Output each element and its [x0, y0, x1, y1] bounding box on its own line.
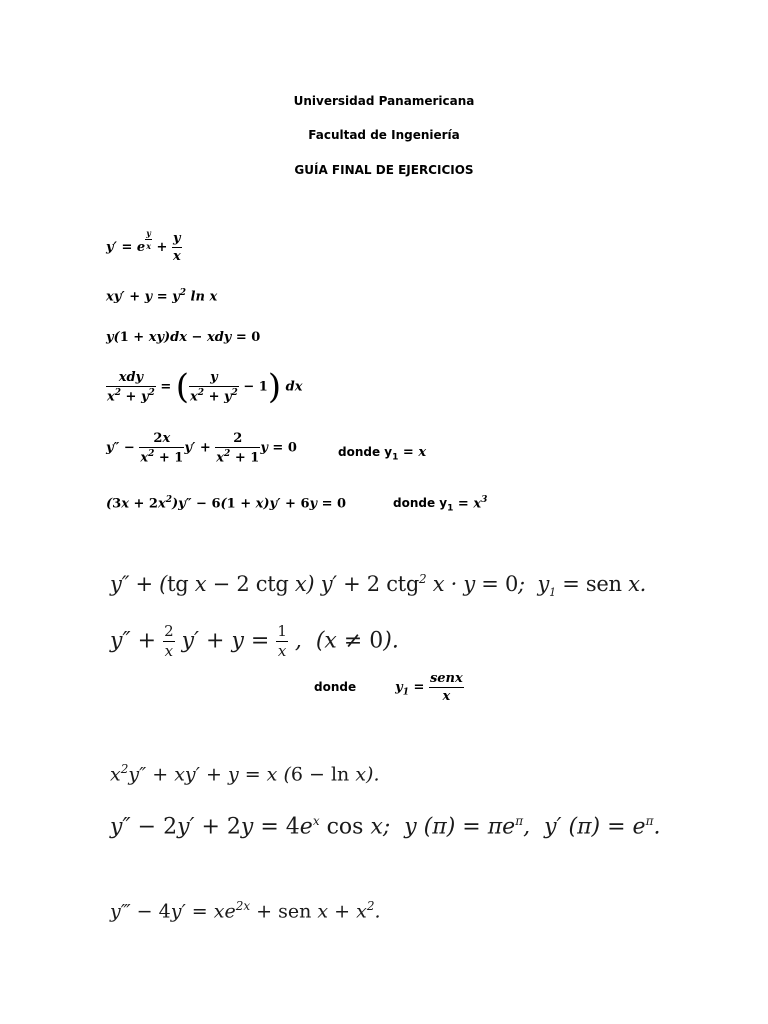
donde-label: donde	[314, 680, 357, 694]
equation-3: y(1 + xy)dx − xdy = 0	[106, 330, 261, 345]
equation-1: y′ = e $^{\frac{y}{x}}$ + $\frac{y}{x}$	[106, 228, 181, 264]
equation-5: y″ − $\frac{2x}{x^2 + 1}$ y′ + $\frac{2}{x^2 + 1}$ y = 0	[106, 431, 297, 466]
scanned-equation-10: $y'' - 2y' + 2y = 4e^x$ cos x; y $(\pi) = \pi e^\pi$, y′ $(\pi) = e^\pi$.	[110, 814, 661, 840]
scanned-equation-11: y‴ − $4y' = xe^{2x}$ + sen $x + x^2$.	[110, 899, 381, 923]
scanned-equation-7: y″ + (tg x − 2 ctg x) y′ + 2 ctg$^2$ x · y = 0; $y_1$ = sen x.	[110, 572, 647, 600]
scanned-equation-9: $x^2y'' + xy' + y = x$ (6 − ln x).	[110, 762, 380, 786]
equation-5-given: donde $y_1 = x$	[338, 445, 427, 463]
document-title: GUÍA FINAL DE EJERCICIOS	[294, 163, 474, 177]
equation-6: $(3x + 2x^2)y'' - 6(1 + x)y' + 6y = 0$	[106, 495, 347, 512]
equation-4: $\frac{\text{xdy}}{x^2 + y^2}$ = ( $\frac{y}{x^2 + y^2}$ − 1) dx	[107, 367, 303, 407]
equation-6-given: donde $y_1 = x^3$	[393, 495, 488, 514]
scanned-equation-8: y″ + $\frac{2}{x}$ y′ + y = $\frac{1}{x}$ , (x ≠ 0).	[110, 622, 399, 660]
university-name: Universidad Panamericana	[293, 94, 475, 108]
equation-8-given: donde $y_1$ = $\frac{\text{senx}}{x}$	[314, 671, 463, 704]
equation-2: $xy' + y = y^2$ ln x	[106, 288, 218, 305]
faculty-name: Facultad de Ingeniería	[308, 128, 460, 142]
